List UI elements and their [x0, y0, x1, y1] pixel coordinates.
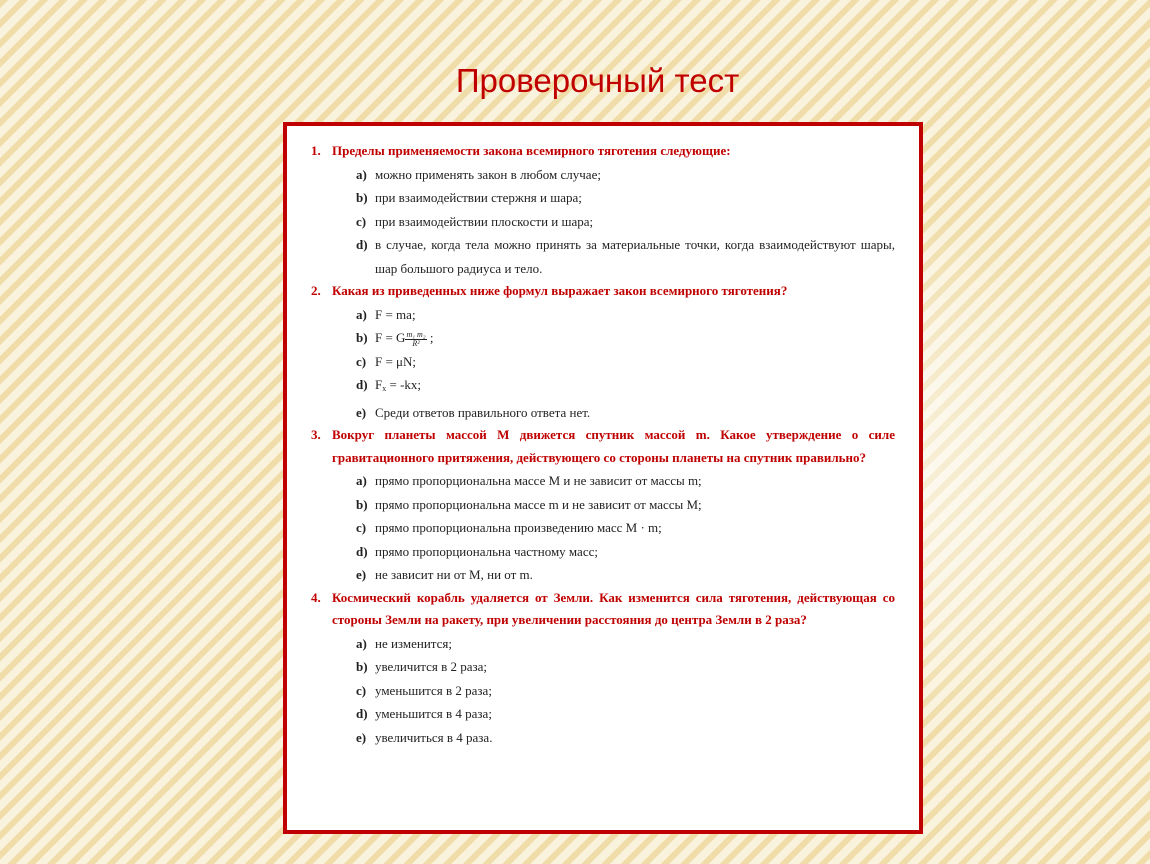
question-text: Вокруг планеты массой M движется спутник массой m. Какое утверждение о силе гравитационного притяжения, действующего со стороны планеты на спутник правильно? [332, 427, 895, 465]
question-number: 1. [311, 143, 321, 158]
option-c: c) прямо пропорциональна произведению масс M · m; [356, 520, 662, 535]
question-text: Космический корабль удаляется от Земли. Как изменится сила тяготения, действующая со стороны Земли на ракету, при увеличении расстояния до центра Земли в 2 раза? [332, 589, 895, 627]
option-c: c) F = μN; [356, 353, 417, 369]
test-frame [283, 122, 923, 834]
option-e: e) увеличиться в 4 раза. [356, 729, 493, 745]
question-4-options [311, 632, 895, 750]
option-d: d) $F_x = -kx$; [356, 377, 422, 393]
option-a: a) не изменится; [356, 635, 452, 651]
question-text: Пределы применяемости закона всемирного тяготения следующие: [332, 143, 731, 158]
formula-fraction: $\frac{\text{m₁ m₂}}{\text{R²}}$ [406, 329, 426, 348]
question-text: Какая из приведенных ниже формул выражает закон всемирного тяготения? [332, 283, 788, 298]
option-c: c) уменьшится в 2 раза; [356, 682, 492, 698]
question-2 [311, 280, 895, 303]
slide-title: Проверочный тест [455, 62, 740, 99]
question-number: 2. [311, 283, 321, 298]
option-b: b) при взаимодействии стержня и шара; [356, 190, 582, 205]
option-b: b) F = G $\frac{\text{m₁ m₂}}{\text{R²}}$ ; [356, 329, 434, 348]
question-number: 4. [311, 589, 321, 605]
option-a: a) можно применять закон в любом случае; [356, 166, 601, 182]
formula-prefix: F = G [375, 330, 406, 345]
option-a: a) прямо пропорциональна массе M и не зависит от массы m; [356, 473, 702, 488]
question-3-options [311, 469, 895, 587]
option-c: c) при взаимодействии плоскости и шара; [356, 213, 594, 229]
question-2-options [311, 303, 895, 425]
option-b: b) увеличится в 2 раза; [356, 659, 488, 674]
question-1-options [311, 163, 895, 281]
question-4 [311, 587, 895, 632]
option-e: e) не зависит ни от M, ни от m. [356, 567, 533, 582]
question-1 [311, 140, 895, 163]
option-d: d) прямо пропорциональна частному масс; [356, 543, 598, 559]
option-d: d) уменьшится в 4 раза; [356, 706, 492, 721]
option-a: a) F = ma; [356, 306, 416, 322]
test-content [311, 140, 895, 749]
question-number: 3. [311, 427, 321, 442]
option-b: b) прямо пропорциональна массе m и не зависит от массы M; [356, 496, 702, 512]
option-d: d) в случае, когда тела можно принять за материальные точки, когда взаимодействуют шары, шар большого радиуса и тело. [356, 237, 895, 276]
question-3 [311, 424, 895, 469]
option-e: e) Среди ответов правильного ответа нет. [356, 404, 591, 420]
